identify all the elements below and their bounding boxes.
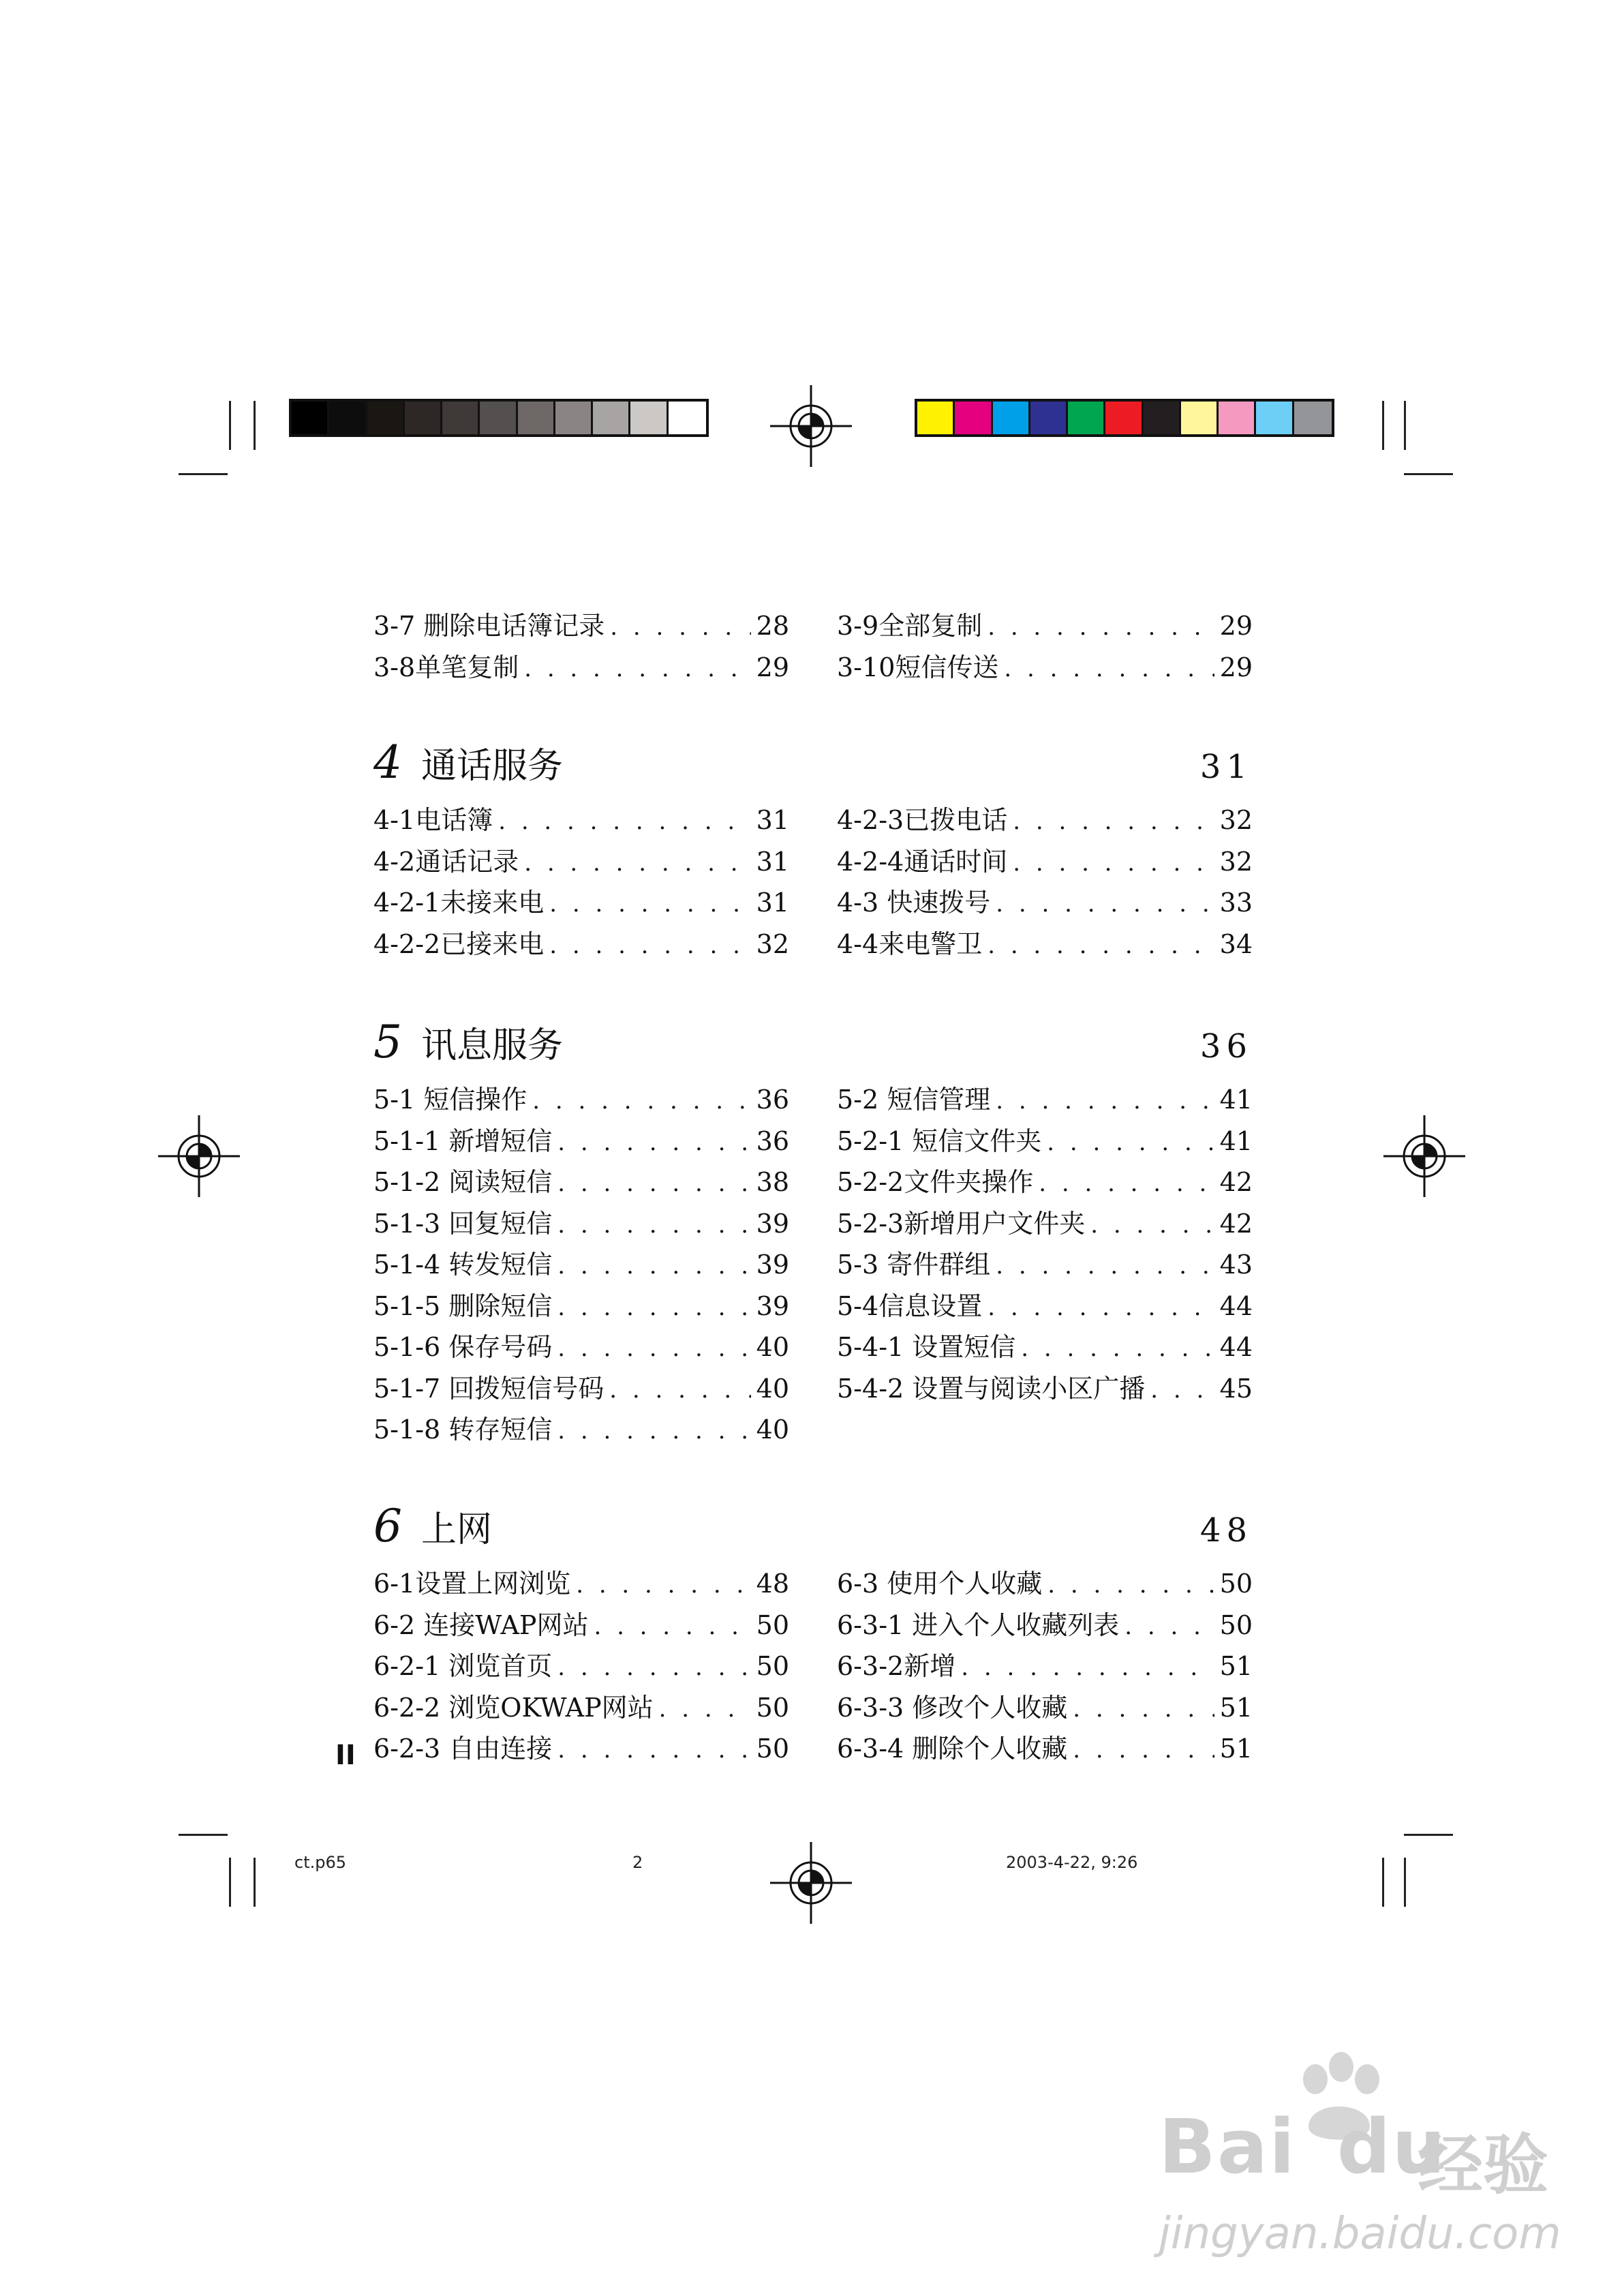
toc-entry[interactable]: [373, 1285, 789, 1326]
toc-entry[interactable]: [373, 1243, 789, 1284]
watermark-label: 经验: [1418, 2127, 1548, 2203]
toc-leader-dots: [988, 1294, 1214, 1321]
color-swatch: [593, 402, 630, 434]
crop-mark: [1382, 401, 1384, 450]
color-swatch: [555, 402, 593, 434]
section-page: 36: [1199, 1027, 1253, 1066]
toc-entry-page: 51: [1219, 1651, 1253, 1681]
section-title: 通话服务: [421, 746, 564, 787]
toc-leader-dots: [996, 1252, 1214, 1280]
color-swatch: [955, 402, 992, 434]
toc-entry[interactable]: [837, 841, 1253, 881]
toc-leader-dots: [557, 1654, 750, 1681]
toc-entry-page: 41: [1219, 1085, 1253, 1115]
toc-entry-page: 51: [1219, 1734, 1253, 1764]
toc-leader-dots: [557, 1736, 750, 1764]
toc-entry-title: 6-3-3 修改个人收藏: [837, 1692, 1068, 1723]
toc-entry-title: 5-1 短信操作: [373, 1085, 527, 1115]
color-swatch: [292, 402, 329, 434]
toc-leader-dots: [610, 614, 750, 641]
toc-entry-title: 5-1-7 回拨短信号码: [373, 1373, 605, 1404]
crop-mark: [1382, 1858, 1384, 1907]
toc-entry[interactable]: [837, 1120, 1253, 1161]
toc-entry-page: 41: [1219, 1126, 1253, 1156]
toc-leader-dots: [1047, 1129, 1214, 1156]
color-swatch: [329, 402, 367, 434]
toc-leader-dots: [557, 1335, 750, 1362]
crop-mark: [254, 1858, 256, 1907]
toc-leader-dots: [557, 1129, 750, 1156]
color-swatch: [405, 402, 442, 434]
toc-entry-page: 33: [1219, 888, 1253, 918]
color-swatch: [1068, 402, 1105, 434]
toc-entry-title: 5-1-1 新增短信: [373, 1126, 553, 1156]
toc-leader-dots: [1021, 1335, 1214, 1362]
crop-mark: [179, 473, 228, 475]
toc-entry-title: 5-1-2 阅读短信: [373, 1167, 553, 1197]
toc-leader-dots: [659, 1695, 751, 1723]
toc-entry-page: 39: [756, 1250, 789, 1280]
toc-entry-page: 50: [756, 1610, 789, 1640]
toc-leader-dots: [594, 1613, 750, 1640]
registration-target-icon: [770, 1842, 852, 1924]
toc-entry-page: 50: [756, 1692, 789, 1723]
toc-leader-dots: [996, 890, 1214, 918]
footer-timestamp: 2003-4-22, 9:26: [1006, 1853, 1138, 1872]
toc-entry-title: 5-2 短信管理: [837, 1085, 991, 1115]
toc-entry-title: 3-7 删除电话簿记录: [373, 611, 605, 641]
toc-leader-dots: [1047, 1571, 1214, 1599]
color-swatch: [367, 402, 405, 434]
toc-entry-page: 42: [1219, 1167, 1253, 1197]
toc-leader-dots: [988, 614, 1214, 641]
crop-mark: [1404, 1834, 1453, 1836]
toc-entry-title: 5-1-3 回复短信: [373, 1208, 553, 1239]
toc-leader-dots: [1073, 1695, 1214, 1723]
toc-entry-page: 40: [756, 1415, 789, 1445]
footer-file-name: ct.p65: [294, 1853, 347, 1872]
toc-leader-dots: [1150, 1376, 1214, 1404]
toc-entry[interactable]: [373, 1078, 789, 1119]
toc-entry-title: 4-2-3已拨电话: [837, 805, 1008, 835]
toc-entry-page: 29: [1219, 652, 1253, 682]
watermark-brand-bai: Bai: [1159, 2103, 1296, 2190]
toc-entry-page: 50: [1219, 1569, 1253, 1599]
color-swatch: [1219, 402, 1256, 434]
toc-entry-page: 45: [1219, 1373, 1253, 1404]
toc-entry[interactable]: [373, 1120, 789, 1161]
toc-entry[interactable]: [373, 1326, 789, 1367]
color-swatch: [518, 402, 555, 434]
toc-entry-title: 5-2-3新增用户文件夹: [837, 1208, 1086, 1239]
toc-entry[interactable]: [373, 1203, 789, 1243]
toc-entry-title: 4-2-4通话时间: [837, 846, 1008, 877]
toc-entry[interactable]: [837, 1645, 1253, 1686]
toc-entry-page: 29: [1219, 611, 1253, 641]
toc-entry[interactable]: [373, 881, 789, 922]
toc-entry-title: 6-2 连接WAP网站: [373, 1610, 589, 1640]
toc-entry-title: 4-1电话簿: [373, 805, 493, 835]
toc-entry-title: 6-1设置上网浏览: [373, 1569, 571, 1599]
toc-entry[interactable]: [373, 1687, 789, 1727]
grayscale-calibration-strip: [289, 399, 709, 437]
toc-entry[interactable]: [837, 1562, 1253, 1603]
crop-mark: [229, 401, 231, 450]
section-page: 31: [1199, 748, 1253, 786]
toc-leader-dots: [557, 1211, 750, 1239]
toc-entry-title: 5-4-2 设置与阅读小区广播: [837, 1373, 1146, 1404]
toc-entry[interactable]: [837, 1368, 1253, 1408]
toc-leader-dots: [1013, 808, 1214, 835]
color-swatch: [993, 402, 1030, 434]
toc-entry-page: 39: [756, 1208, 789, 1239]
toc-entry[interactable]: [373, 841, 789, 881]
toc-entry[interactable]: [373, 1562, 789, 1603]
toc-entry-page: 44: [1219, 1332, 1253, 1362]
toc-entry[interactable]: [837, 1727, 1253, 1768]
toc-entry-page: 42: [1219, 1208, 1253, 1239]
toc-entry-title: 3-10短信传送: [837, 652, 999, 682]
toc-entry-page: 36: [756, 1085, 789, 1115]
toc-entry-title: 6-2-3 自由连接: [373, 1734, 553, 1764]
toc-leader-dots: [557, 1417, 750, 1445]
toc-leader-dots: [988, 932, 1214, 959]
toc-entry-page: 40: [756, 1332, 789, 1362]
section-number: 5: [373, 1016, 402, 1068]
registration-target-icon: [158, 1115, 240, 1197]
color-swatch: [1294, 402, 1332, 434]
toc-entry-page: 34: [1219, 928, 1253, 959]
color-swatch: [917, 402, 955, 434]
toc-entry[interactable]: [373, 1408, 789, 1449]
color-swatch: [1144, 402, 1181, 434]
color-swatch: [669, 402, 706, 434]
toc-entry-page: 48: [756, 1569, 789, 1599]
toc-entry-title: 5-1-5 删除短信: [373, 1290, 553, 1321]
section-title: 上网: [421, 1509, 493, 1550]
toc-entry-page: 31: [756, 805, 789, 835]
toc-entry[interactable]: [837, 1604, 1253, 1645]
crop-mark: [1404, 473, 1453, 475]
section-heading[interactable]: [373, 736, 1253, 789]
toc-leader-dots: [609, 1376, 750, 1404]
color-calibration-strip: [915, 399, 1334, 437]
toc-entry[interactable]: [373, 646, 789, 687]
section-number: 6: [373, 1500, 402, 1552]
toc-leader-dots: [557, 1294, 750, 1321]
toc-entry[interactable]: [373, 1645, 789, 1686]
toc-entry-page: 38: [756, 1167, 789, 1197]
toc-entry-title: 4-2-1未接来电: [373, 888, 545, 918]
toc-entry-title: 6-3 使用个人收藏: [837, 1569, 1043, 1599]
crop-mark: [1404, 1858, 1406, 1907]
crop-mark: [254, 401, 256, 450]
toc-entry[interactable]: [837, 646, 1253, 687]
toc-entry-title: 3-9全部复制: [837, 611, 983, 641]
toc-entry-title: 6-2-2 浏览OKWAP网站: [373, 1692, 654, 1723]
crop-mark: [179, 1834, 228, 1836]
toc-entry-title: 6-3-4 删除个人收藏: [837, 1734, 1068, 1764]
toc-entry[interactable]: [837, 1203, 1253, 1243]
section-heading[interactable]: [373, 1016, 1253, 1068]
toc-leader-dots: [576, 1571, 750, 1599]
toc-entry[interactable]: [837, 1078, 1253, 1119]
toc-entry-page: 28: [756, 611, 789, 641]
toc-entry-title: 6-2-1 浏览首页: [373, 1651, 553, 1681]
toc-entry-title: 4-3 快速拨号: [837, 888, 991, 918]
toc-entry-title: 5-2-1 短信文件夹: [837, 1126, 1042, 1156]
watermark-url: jingyan.baidu.com: [1159, 2209, 1561, 2259]
toc-entry-page: 40: [756, 1373, 789, 1404]
toc-entry-title: 4-4来电警卫: [837, 928, 983, 959]
toc-leader-dots: [1039, 1170, 1214, 1197]
toc-entry[interactable]: [373, 799, 789, 840]
toc-entry[interactable]: [373, 923, 789, 964]
color-swatch: [1030, 402, 1068, 434]
toc-entry-title: 5-2-2文件夹操作: [837, 1167, 1034, 1197]
toc-entry-title: 5-1-4 转发短信: [373, 1250, 553, 1280]
registration-target-icon: [770, 385, 852, 467]
toc-entry-page: 50: [756, 1734, 789, 1764]
toc-entry[interactable]: [837, 1285, 1253, 1326]
toc-entry-page: 31: [756, 846, 789, 877]
toc-entry-page: 32: [756, 928, 789, 959]
toc-entry-page: 50: [756, 1651, 789, 1681]
color-swatch: [1105, 402, 1143, 434]
color-swatch: [1256, 402, 1294, 434]
toc-entry-page: 32: [1219, 846, 1253, 877]
toc-entry[interactable]: [373, 1727, 789, 1768]
toc-entry-page: 36: [756, 1126, 789, 1156]
toc-entry[interactable]: [837, 799, 1253, 840]
page-marker: II: [335, 1740, 356, 1771]
toc-entry-page: 50: [1219, 1610, 1253, 1640]
toc-entry-title: 3-8单笔复制: [373, 652, 519, 682]
toc-entry[interactable]: [373, 1368, 789, 1408]
toc-entry-title: 5-4-1 设置短信: [837, 1332, 1016, 1362]
toc-entry-page: 32: [1219, 805, 1253, 835]
toc-entry-page: 39: [756, 1290, 789, 1321]
toc-leader-dots: [961, 1654, 1214, 1681]
toc-entry-page: 51: [1219, 1692, 1253, 1723]
crop-mark: [1404, 401, 1406, 450]
toc-entry[interactable]: [837, 1687, 1253, 1727]
toc-entry-page: 43: [1219, 1250, 1253, 1280]
section-title: 讯息服务: [421, 1025, 564, 1066]
color-swatch: [630, 402, 668, 434]
toc-entry[interactable]: [837, 881, 1253, 922]
toc-leader-dots: [996, 1087, 1214, 1115]
watermark-brand: [1159, 2103, 1447, 2190]
toc-leader-dots: [557, 1252, 750, 1280]
toc-entry[interactable]: [837, 1161, 1253, 1202]
color-swatch: [442, 402, 480, 434]
crop-mark: [229, 1858, 231, 1907]
toc-leader-dots: [1013, 849, 1214, 877]
color-swatch: [480, 402, 517, 434]
section-page: 48: [1199, 1511, 1253, 1550]
toc-leader-dots: [524, 655, 750, 682]
toc-entry[interactable]: [837, 605, 1253, 646]
toc-entry-page: 44: [1219, 1290, 1253, 1321]
toc-leader-dots: [1124, 1613, 1214, 1640]
toc-entry-title: 6-3-2新增: [837, 1651, 956, 1681]
toc-leader-dots: [1073, 1736, 1214, 1764]
toc-entry[interactable]: [373, 1161, 789, 1202]
toc-entry[interactable]: [837, 923, 1253, 964]
toc-entry-title: 5-3 寄件群组: [837, 1250, 991, 1280]
toc-entry-page: 31: [756, 888, 789, 918]
toc-leader-dots: [557, 1170, 750, 1197]
toc-leader-dots: [1090, 1211, 1214, 1239]
toc-leader-dots: [1004, 655, 1214, 682]
toc-entry-title: 5-1-8 转存短信: [373, 1415, 553, 1445]
section-heading[interactable]: [373, 1500, 1253, 1552]
toc-entry-title: 4-2通话记录: [373, 846, 519, 877]
toc-entry[interactable]: [373, 605, 789, 646]
section-number: 4: [373, 736, 402, 789]
toc-leader-dots: [549, 890, 750, 918]
toc-leader-dots: [532, 1087, 750, 1115]
toc-entry-title: 4-2-2已接来电: [373, 928, 545, 959]
toc-entry-page: 29: [756, 652, 789, 682]
registration-target-icon: [1383, 1115, 1465, 1197]
toc-entry[interactable]: [837, 1326, 1253, 1367]
toc-leader-dots: [524, 849, 750, 877]
toc-entry[interactable]: [373, 1604, 789, 1645]
toc-entry[interactable]: [837, 1243, 1253, 1284]
toc-leader-dots: [498, 808, 750, 835]
toc-entry-title: 6-3-1 进入个人收藏列表: [837, 1610, 1120, 1640]
watermark-brand-du: du: [1336, 2103, 1447, 2190]
toc-entry-title: 5-4信息设置: [837, 1290, 983, 1321]
footer-page-number: 2: [632, 1853, 643, 1872]
toc-entry-title: 5-1-6 保存号码: [373, 1332, 553, 1362]
color-swatch: [1181, 402, 1219, 434]
toc-leader-dots: [549, 932, 750, 959]
